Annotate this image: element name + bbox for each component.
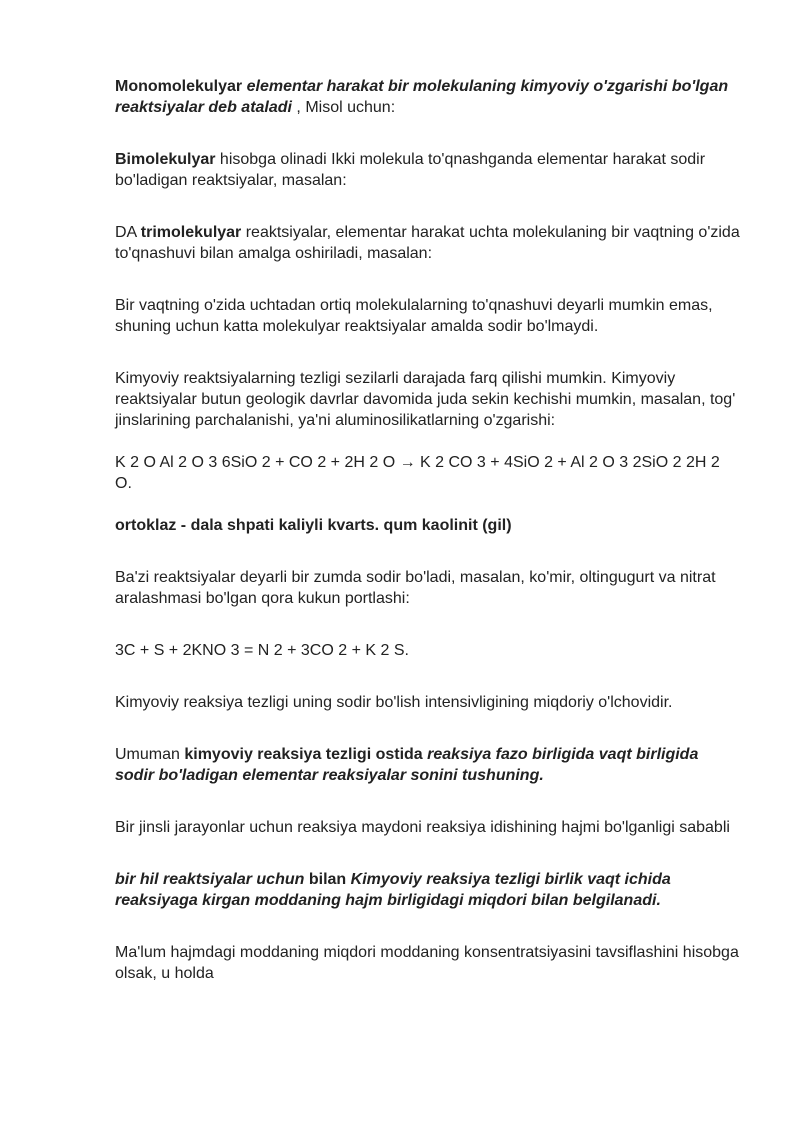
paragraph-tail: , Misol uchun: [291,99,396,116]
paragraph-lead: DA [115,224,141,241]
definition-monomolecular: elementar harakat bir molekulaning kimyoviy o'zgarishi bo'lgan reaktsiyalar deb ataladi [115,78,729,116]
paragraph-lead: Umuman [115,746,185,763]
paragraph-trimolecular [115,222,740,264]
paragraph-bimolecular [115,149,740,191]
paragraph-instant-reactions: Ba'zi reaktsiyalar deyarli bir zumda sodir bo'ladi, masalan, ko'mir, oltingugurt va nitrat aralashmasi bo'lgan qora kukun portlashi: [115,569,716,607]
term-homogeneous: bir hil reaktsiyalar uchun [115,871,305,888]
definition-homogeneous-rate: Kimyoviy reaksiya tezligi birlik vaqt ichida reaksiyaga kirgan moddaning hajm birligidagi miqdori bilan belgilanadi. [115,871,671,909]
paragraph-homogeneous: Bir jinsli jarayonlar uchun reaksiya maydoni reaksiya idishining hajmi bo'lganligi sababli [115,819,730,836]
paragraph-reaction-rates: Kimyoviy reaktsiyalarning tezligi sezilarli darajada farq qilishi mumkin. Kimyoviy reaktsiyalar butun geologik davrlar davomida juda sekin kechishi mumkin, masalan, tog' jinslarining parchalanishi, ya'ni aluminosilikatlarning o'zgarishi: [115,370,736,429]
term-trimolekulyar: trimolekulyar [140,224,242,241]
caption-minerals: ortoklaz - dala shpati kaliyli kvarts. qum kaolinit (gil) [115,517,512,534]
document-body [115,76,740,1015]
paragraph-homogeneous-rate [115,869,740,911]
definition-reaction-rate: reaksiya fazo birligida vaqt birligida sodir bo'ladigan elementar reaksiyalar sonini tushuning. [115,746,699,784]
term-monomolekulyar: Monomolekulyar [115,78,243,95]
paragraph-tail: hisobga olinadi Ikki molekula to'qnashganda elementar harakat sodir bo'ladigan reaktsiyalar, masalan: [115,151,706,189]
paragraph-concentration: Ma'lum hajmdagi moddaning miqdori moddaning konsentratsiyasini tavsiflashini hisobga olsak, u holda [115,944,739,982]
term-bimolekulyar: Bimolekulyar [115,151,216,168]
paragraph-higher-molecularity: Bir vaqtning o'zida uchtadan ortiq molekulalarning to'qnashuvi deyarli mumkin emas, shuning uchun katta molekulyar reaktsiyalar amalda sodir bo'lmaydi. [115,297,713,335]
connector-word: bilan [304,871,351,888]
paragraph-monomolecular [115,76,740,118]
term-reaction-rate: kimyoviy reaksiya tezligi ostida [184,746,423,763]
equation-black-powder: 3C + S + 2KNO 3 = N 2 + 3CO 2 + K 2 S. [115,642,409,659]
paragraph-rate-general [115,744,740,786]
paragraph-rate-definition: Kimyoviy reaksiya tezligi uning sodir bo'lish intensivligining miqdoriy o'lchovidir. [115,694,673,711]
paragraph-tail: reaktsiyalar, elementar harakat uchta molekulaning bir vaqtning o'zida to'qnashuvi bilan amalga oshiriladi, masalan: [115,224,740,262]
equation-weathering: K 2 O Al 2 O 3 6SiO 2 + CO 2 + 2H 2 O → K 2 CO 3 + 4SiO 2 + Al 2 O 3 2SiO 2 2H 2 O. [115,454,720,492]
